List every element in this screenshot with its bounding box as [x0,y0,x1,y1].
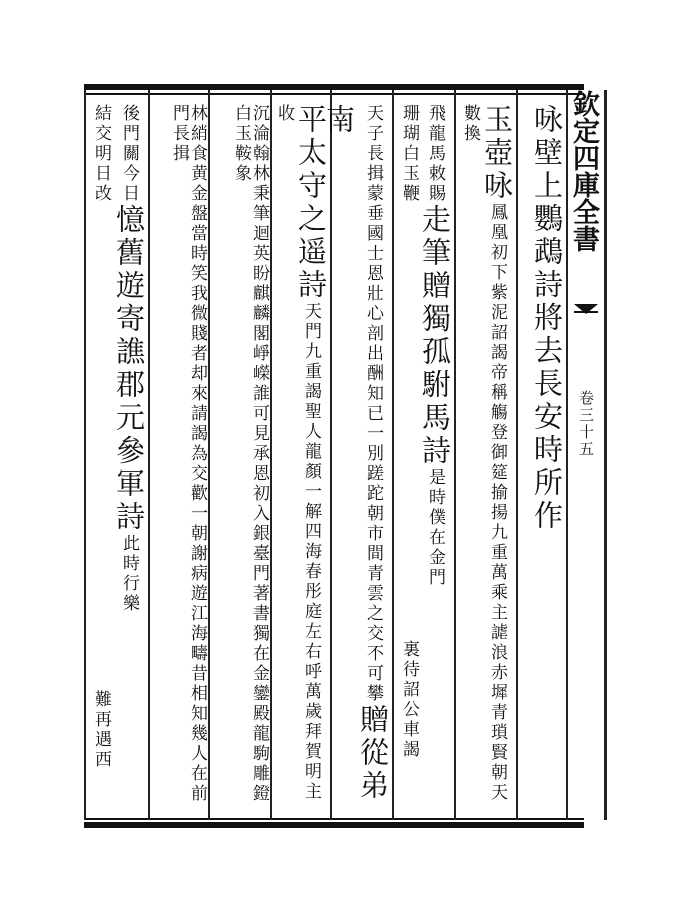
poem-title: 玉壺咏 [480,104,514,203]
verse-text: 沉淪翰林秉筆迴英盼麒麟閣崢嶸誰可見承恩初入銀臺門著書獨在金鑾殿龍駒雕鐙白玉鞍象 [231,104,269,804]
text-column [154,104,206,816]
verse-text: 飛龍馬敕賜 [425,104,445,204]
verse-text: 天門九重謁聖人龍顏一解四海春彤庭左右呼萬歲拜賀明主收 [274,104,321,802]
verse-text-line [90,690,110,816]
poem-title: 咏壁上鸚鵡詩將去長安時所作 [530,104,564,533]
column-divider [392,90,394,820]
verse-text: 是時僕在金門 [425,468,445,588]
column-divider [330,90,332,820]
verse-text-line [398,104,418,284]
verse-text: 結交明日改 [91,104,111,204]
juan-label: 卷三十五 [577,390,595,458]
verse-text: 鳳凰初下紫泥詔謁帝稱觴登御筵揄揚九重萬乘主謔浪赤墀青瑣賢朝天數換 [460,104,507,803]
page-right-edge [604,90,607,820]
text-column [322,104,390,816]
column-divider [84,90,86,820]
column-divider [454,90,456,820]
poem-title: 憶舊遊寄譙郡元參軍詩 [112,204,146,534]
poem-title: 走筆贈獨孤駙馬詩 [418,204,452,468]
column-divider [516,90,518,820]
poem-title: 平太守之遥詩 [294,104,328,302]
verse-text: 珊瑚白玉鞭 [399,104,419,204]
verse-text-line [90,104,110,284]
column-divider [148,90,150,820]
verse-text: 難再遇西 [91,690,111,770]
top-border [84,84,584,90]
verse-text-line [398,640,418,816]
verse-text: 後門關今日 [119,104,139,204]
text-column [214,104,268,816]
book-title: 欽定四庫全書 [568,90,599,252]
fish-tail-mark-icon [572,300,600,326]
text-column [460,104,514,816]
verse-text: 裏待詔公車謁 [399,640,419,760]
text-column [520,104,564,816]
verse-text: 天子長揖蒙垂國士恩壯心剖出酬知已一別蹉跎朝市間青雲之交不可攀 [363,104,383,704]
poem-title: 贈從弟南 [322,104,390,803]
verse-text: 此時行樂 [119,534,139,614]
bottom-border [84,822,584,828]
top-border-inner [84,93,584,95]
text-column [276,104,328,816]
column-divider [208,90,210,820]
bottom-border-inner [84,818,584,820]
verse-text: 林綃食黄金盤當時笑我微賤者却來請謁為交歡一朝謝病遊江海疇昔相知幾人在前門長揖 [169,104,207,804]
column-divider [270,90,272,820]
